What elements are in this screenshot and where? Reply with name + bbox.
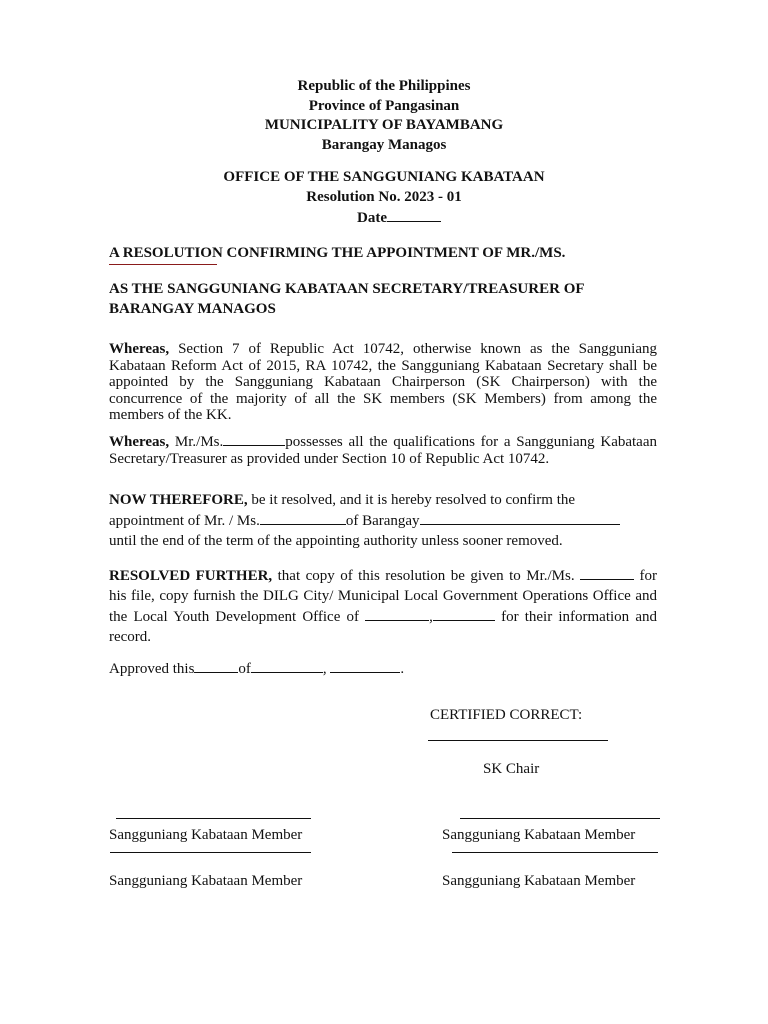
appointee-name-blank xyxy=(260,510,346,525)
member-3-signature-line xyxy=(110,852,311,853)
approved-month-blank xyxy=(251,658,323,673)
whereas-2-name-blank xyxy=(223,431,285,446)
member-4-label: Sangguniang Kabataan Member xyxy=(442,873,636,889)
approved-day-blank xyxy=(194,658,238,673)
whereas-2-text-a: Mr./Ms. xyxy=(174,434,224,450)
office-title: OFFICE OF THE SANGGUNIANG KABATAAN xyxy=(223,169,545,185)
approved-text-a: Approved this xyxy=(109,661,195,677)
whereas-paragraph-1 xyxy=(109,341,657,424)
sk-chair-signature-line xyxy=(428,740,608,741)
header-province: Province of Pangasinan xyxy=(308,98,460,114)
resolution-title-line3: BARANGAY MANAGOS xyxy=(109,301,276,317)
member-2-signature-line xyxy=(460,818,660,819)
member-3-label: Sangguniang Kabataan Member xyxy=(109,873,303,889)
resolved-further-text-b: for his file, copy furnish the DILG City/ Municipal Local Government Operations Office and the Local Youth Development Office of xyxy=(109,568,658,625)
resolved-further-comma: , xyxy=(429,609,433,625)
approved-text-b: of xyxy=(238,661,251,677)
approved-year-blank xyxy=(330,658,400,673)
title-underline xyxy=(109,264,217,265)
now-therefore-text-d: until the end of the term of the appointing authority unless sooner removed. xyxy=(109,533,563,549)
header-republic: Republic of the Philippines xyxy=(297,78,471,94)
resolution-title-line1: A RESOLUTION CONFIRMING THE APPOINTMENT OF MR./MS. xyxy=(109,245,566,261)
resolution-number: Resolution No. 2023 - 01 xyxy=(306,189,462,205)
header-barangay: Barangay Managos xyxy=(321,137,447,153)
date-blank xyxy=(387,207,441,222)
sk-chair-label: SK Chair xyxy=(483,761,540,777)
barangay-blank xyxy=(420,510,620,525)
whereas-2-lead: Whereas, xyxy=(109,434,170,450)
whereas-1-text: Section 7 of Republic Act 10742, otherwise known as the Sangguniang Kabataan Reform Act of 2015, RA 10742, the Sangguniang Kabataan Secretary shall be appointed by the Sangguniang Kabataan Chairperson (SK Chairperson) with the concurrence of the majority of all the SK members (SK Members) from among the members of the KK. xyxy=(109,341,657,423)
whereas-2-text-b: possesses all the qualifications for a Sangguniang Kabataan Secretary/Treasurer as provided under Section 10 of Republic Act 10742. xyxy=(109,434,657,467)
approved-text-c: , xyxy=(322,661,327,677)
approved-line xyxy=(109,658,657,678)
resolved-further-paragraph xyxy=(109,565,657,647)
whereas-1-lead: Whereas, xyxy=(109,341,170,357)
now-therefore-text-c: of Barangay xyxy=(345,513,420,529)
office-blank-1 xyxy=(365,606,429,621)
member-1-signature-line xyxy=(116,818,311,819)
member-1-label: Sangguniang Kabataan Member xyxy=(109,827,303,843)
office-blank-2 xyxy=(433,606,495,621)
now-therefore-text-a: be it resolved, and it is hereby resolved to confirm the xyxy=(251,492,576,508)
date-label: Date xyxy=(357,210,387,226)
date-line xyxy=(0,207,768,228)
resolved-further-text-a: that copy of this resolution be given to Mr./Ms. xyxy=(277,568,575,584)
whereas-paragraph-2 xyxy=(109,431,657,467)
now-therefore-text-b: appointment of Mr. / Ms. xyxy=(109,513,260,529)
resolved-further-lead: RESOLVED FURTHER, xyxy=(109,568,273,584)
approved-text-d: . xyxy=(400,661,405,677)
now-therefore-paragraph xyxy=(109,490,657,551)
now-therefore-lead: NOW THEREFORE, xyxy=(109,492,248,508)
member-2-label: Sangguniang Kabataan Member xyxy=(442,827,636,843)
resolution-title-line2: AS THE SANGGUNIANG KABATAAN SECRETARY/TREASURER OF xyxy=(109,281,585,297)
recipient-blank xyxy=(580,565,634,580)
member-4-signature-line xyxy=(452,852,658,853)
resolved-further-text-d: for their information and record. xyxy=(109,609,657,645)
header-municipality: MUNICIPALITY OF BAYAMBANG xyxy=(264,117,504,133)
certified-correct-label: CERTIFIED CORRECT: xyxy=(430,707,583,723)
